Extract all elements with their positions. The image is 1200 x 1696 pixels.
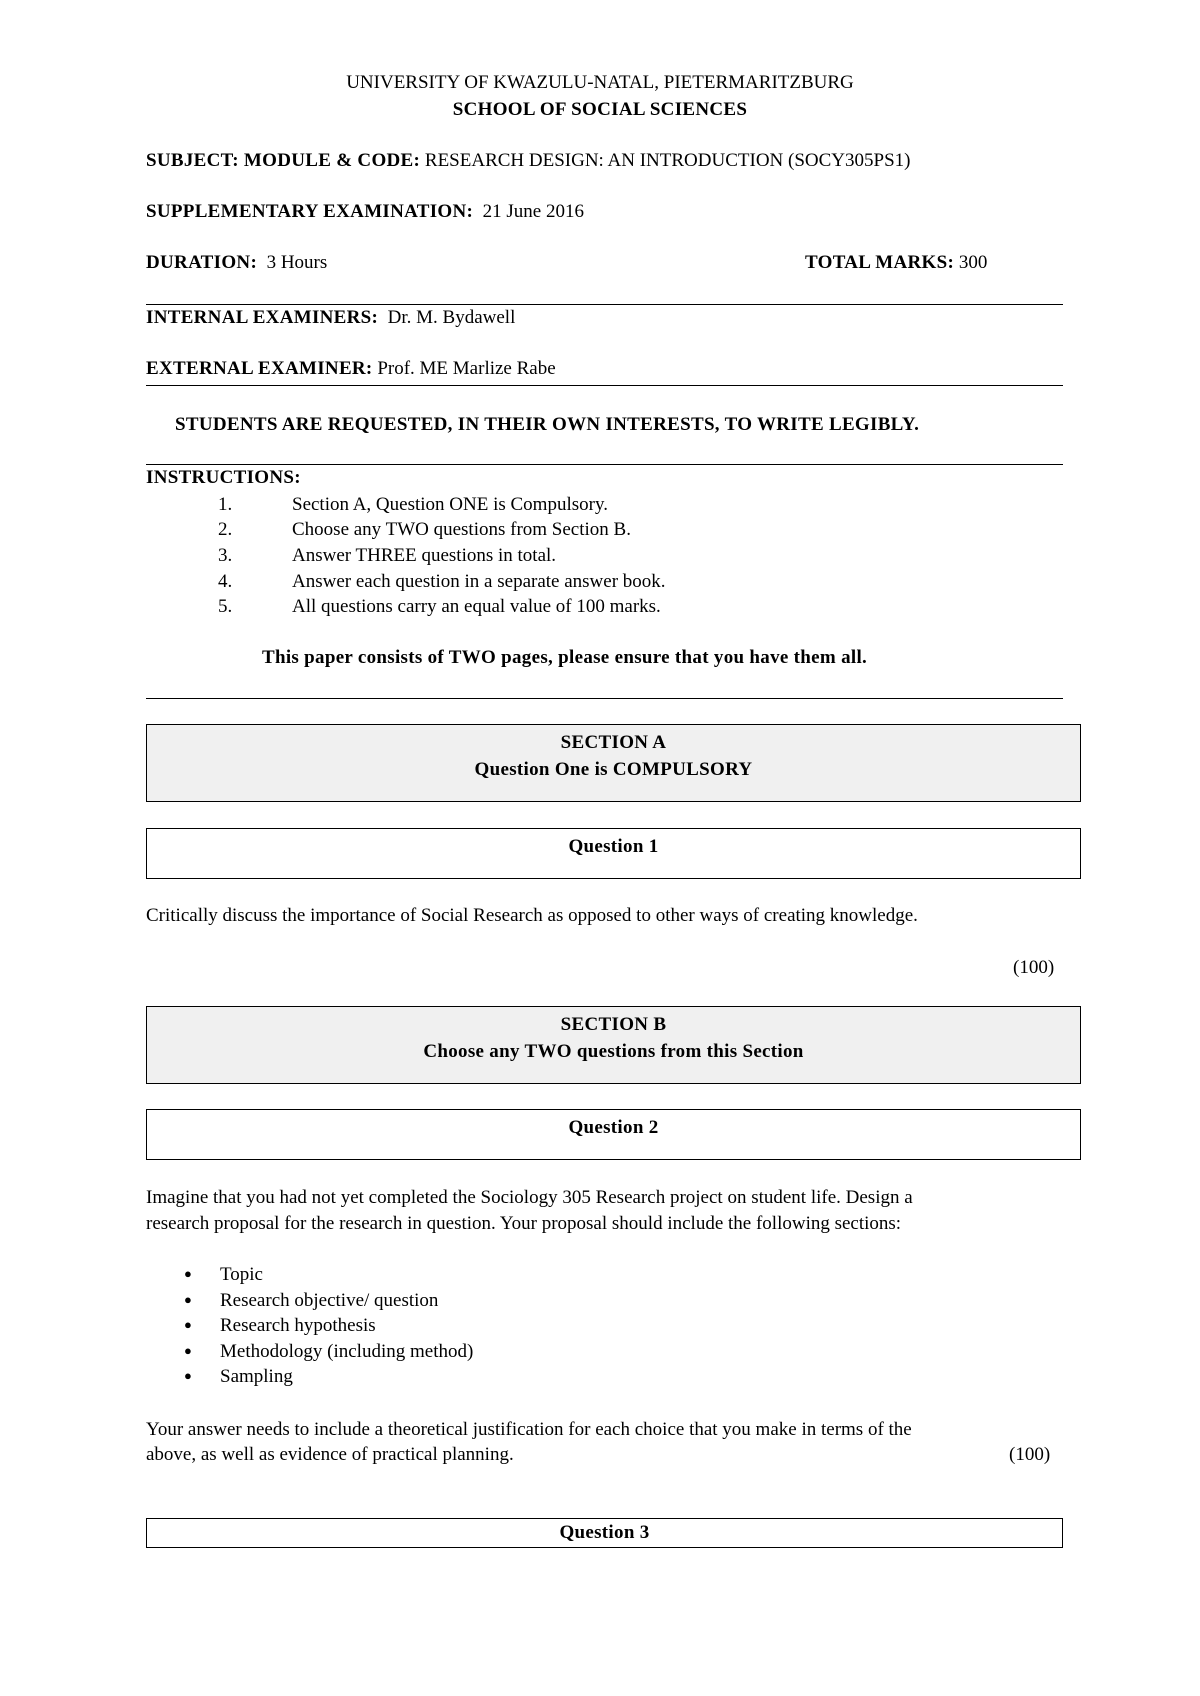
total-marks-label: TOTAL MARKS: — [805, 252, 955, 273]
list-item: Sampling — [220, 1366, 293, 1387]
section-b-subtitle: Choose any TWO questions from this Section — [423, 1041, 804, 1062]
question-1-header — [146, 828, 1081, 879]
section-a-subtitle: Question One is COMPULSORY — [474, 759, 753, 780]
list-item: Methodology (including method) — [220, 1341, 474, 1362]
instruction-text: Choose any TWO questions from Section B. — [292, 519, 631, 540]
instruction-text: All questions carry an equal value of 100 marks. — [292, 596, 661, 617]
external-examiner-line — [146, 358, 556, 380]
internal-examiners-line — [146, 307, 515, 329]
instruction-number: 4. — [218, 571, 233, 592]
list-item: Research objective/ question — [220, 1290, 439, 1311]
question-2-marks: (100) — [1009, 1444, 1051, 1465]
bullet-icon: ● — [184, 1292, 192, 1307]
divider — [146, 698, 1063, 699]
internal-label: INTERNAL EXAMINERS: — [146, 307, 379, 328]
subject-line — [146, 150, 911, 172]
list-item: Topic — [220, 1264, 263, 1285]
bullet-icon: ● — [184, 1343, 192, 1358]
section-b-header — [146, 1006, 1081, 1084]
subject-label: SUBJECT: MODULE & CODE: — [146, 150, 421, 171]
question-2-closing-line-1: Your answer needs to include a theoretical justification for each choice that you make in terms of the — [146, 1419, 912, 1440]
instruction-number: 3. — [218, 545, 233, 566]
external-label: EXTERNAL EXAMINER: — [146, 358, 373, 379]
question-1-text: Critically discuss the importance of Social Research as opposed to other ways of creating knowledge. — [146, 905, 918, 926]
instruction-text: Answer THREE questions in total. — [292, 545, 557, 566]
instruction-text: Section A, Question ONE is Compulsory. — [292, 494, 608, 515]
total-marks-line — [805, 252, 987, 274]
question-1-marks: (100) — [1013, 957, 1055, 978]
exam-line — [146, 201, 584, 223]
instruction-number: 2. — [218, 519, 233, 540]
subject-value: RESEARCH DESIGN: AN INTRODUCTION (SOCY305PS1) — [424, 150, 911, 171]
divider — [146, 385, 1063, 386]
question-1-title: Question 1 — [568, 836, 659, 857]
section-a-title: SECTION A — [560, 732, 667, 753]
question-2-header — [146, 1109, 1081, 1160]
duration-value: 3 Hours — [266, 252, 328, 273]
legibility-notice: STUDENTS ARE REQUESTED, IN THEIR OWN INTERESTS, TO WRITE LEGIBLY. — [175, 414, 920, 435]
exam-date: 21 June 2016 — [482, 201, 584, 222]
duration-label: DURATION: — [146, 252, 258, 273]
bullet-icon: ● — [184, 1317, 192, 1332]
exam-label: SUPPLEMENTARY EXAMINATION: — [146, 201, 474, 222]
question-3-title: Question 3 — [559, 1522, 650, 1543]
divider — [146, 464, 1063, 465]
instruction-text: Answer each question in a separate answer book. — [292, 571, 666, 592]
university-name: UNIVERSITY OF KWAZULU-NATAL, PIETERMARITZBURG — [346, 72, 854, 93]
question-2-intro-line-1: Imagine that you had not yet completed the Sociology 305 Research project on student life. Design a — [146, 1187, 913, 1208]
question-2-title: Question 2 — [568, 1117, 659, 1138]
internal-value: Dr. M. Bydawell — [387, 307, 516, 328]
question-3-header — [146, 1518, 1063, 1548]
instruction-number: 5. — [218, 596, 233, 617]
divider — [146, 304, 1063, 305]
bullet-icon: ● — [184, 1368, 192, 1383]
bullet-icon: ● — [184, 1266, 192, 1281]
external-value: Prof. ME Marlize Rabe — [377, 358, 556, 379]
duration-line — [146, 252, 327, 274]
instruction-number: 1. — [218, 494, 233, 515]
total-marks-value: 300 — [958, 252, 988, 273]
section-b-title: SECTION B — [560, 1014, 667, 1035]
question-2-closing-line-2: above, as well as evidence of practical planning. — [146, 1444, 514, 1465]
pages-note: This paper consists of TWO pages, please ensure that you have them all. — [262, 647, 868, 668]
list-item: Research hypothesis — [220, 1315, 376, 1336]
school-name: SCHOOL OF SOCIAL SCIENCES — [452, 99, 748, 120]
instructions-heading: INSTRUCTIONS: — [146, 467, 301, 488]
section-a-header — [146, 724, 1081, 802]
question-2-intro-line-2: research proposal for the research in question. Your proposal should include the following sections: — [146, 1213, 902, 1234]
